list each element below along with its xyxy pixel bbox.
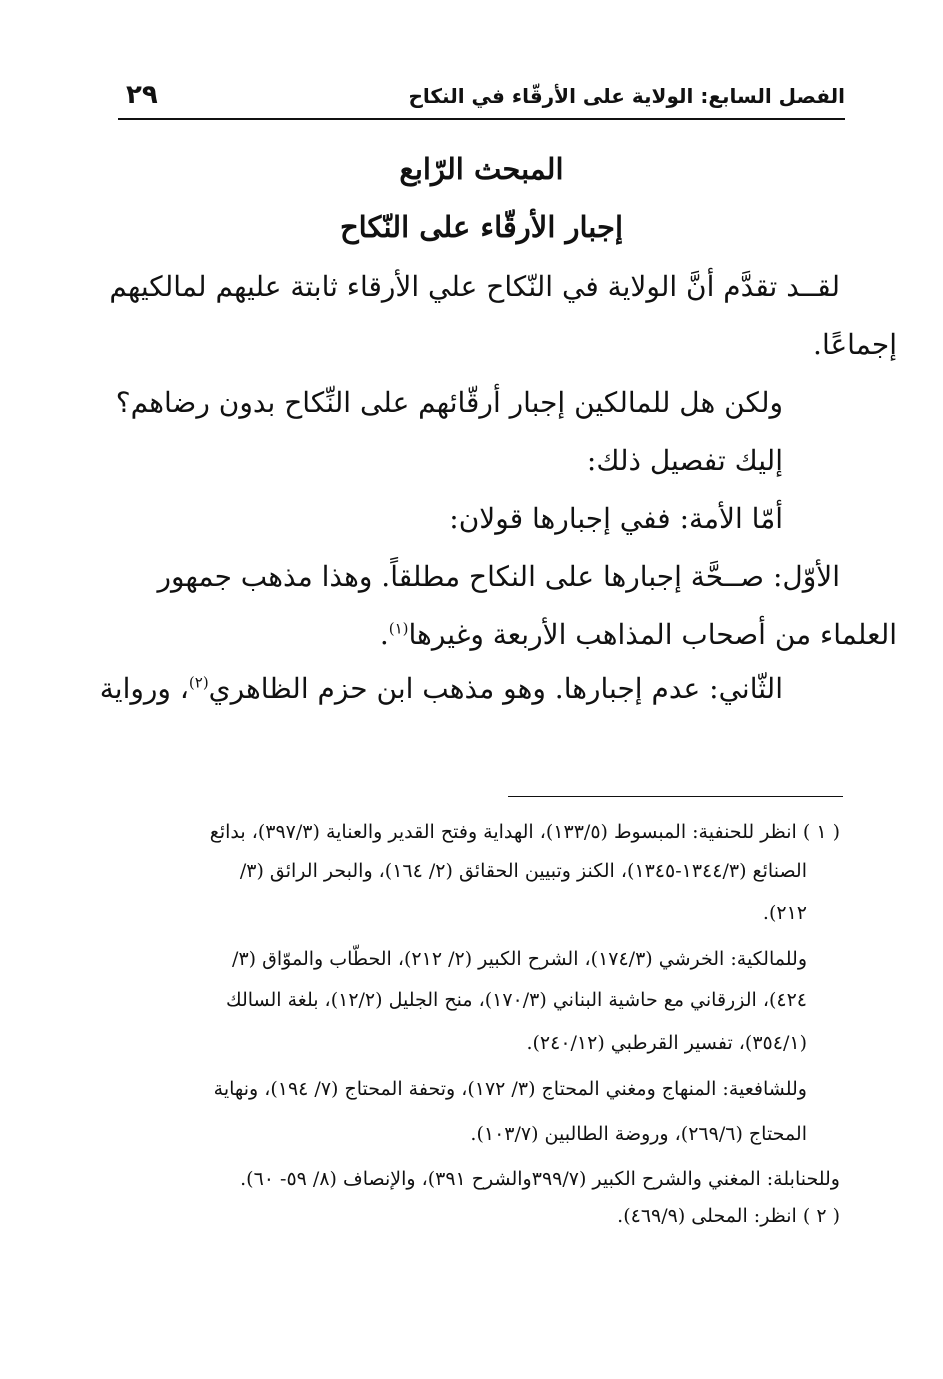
- footnote-1-line-4: وللمالكية: الخرشي (١٧٤/٣)، الشرح الكبير (٢/ ٢١٢)، الحطّاب والموّاق (٣/: [232, 948, 807, 970]
- section-subheading: إجبار الأرقّاء على النّكاح: [339, 210, 624, 244]
- paragraph-5-line-2: [128, 606, 897, 664]
- footnote-1-line-3: ٢١٢).: [762, 902, 807, 924]
- paragraph-1-line-1: لقــد تقدَّم أنَّ الولاية في النّكاح علي الأرقاء ثابتة عليهم لمالكيهم: [109, 270, 840, 303]
- paragraph-6-end: ، ورواية: [99, 672, 189, 705]
- footnote-1-line-8: المحتاج (٢٦٩/٦)، وروضة الطالبين (١٠٣/٧).: [470, 1123, 807, 1145]
- paragraph-1-line-2: إجماعًا.: [813, 328, 897, 361]
- footnote-ref-2[interactable]: (٢): [188, 673, 209, 692]
- footnote-2: ( ٢ ) انظر: المحلى (٤٦٩/٩).: [617, 1205, 840, 1227]
- footnote-1-line-5: ٤٢٤)، الزرقاني مع حاشية البناني (١٧٠/٣)، منح الجليل (١٢/٢)، بلغة السالك: [225, 989, 807, 1011]
- paragraph-1: [109, 258, 897, 374]
- footnote-1-line-7: وللشافعية: المنهاج ومغني المحتاج (٣/ ١٧٢)، وتحفة المحتاج (٧/ ١٩٤)، ونهاية: [213, 1078, 807, 1100]
- running-header: [118, 80, 845, 120]
- footnote-1-line-2: الصنائع (١٣٤٤/٣-١٣٤٥)، الكنز وتبيين الحقائق (٢/ ١٦٤)، والبحر الرائق (٣/: [239, 860, 807, 882]
- paragraph-6-text: الثّاني: عدم إجبارها. وهو مذهب ابن حزم الظاهري: [208, 672, 783, 705]
- footnote-1-line-1: ( ١ ) انظر للحنفية: المبسوط (١٣٣/٥)، الهداية وفتح القدير والعناية (٣٩٧/٣)، بدائع: [209, 821, 840, 843]
- footnote-1-line-9: وللحنابلة: المغني والشرح الكبير (٣٩٩/٧والشرح ٣٩١)، والإنصاف (٨/ ٥٩- ٦٠).: [240, 1168, 840, 1190]
- paragraph-4: أمّا الأمة: ففي إجبارها قولان:: [449, 502, 783, 535]
- footnote-1-line-6: (٣٥٤/١)، تفسير القرطبي (٢٤٠/١٢).: [526, 1032, 807, 1054]
- paragraph-5-line-1: الأوّل: صــحَّة إجبارها على النكاح مطلقاً. وهذا مذهب جمهور: [157, 560, 840, 593]
- paragraph-3: إليك تفصيل ذلك:: [586, 444, 783, 477]
- chapter-title: الفصل السابع: الولاية على الأرقّاء في النكاح: [408, 84, 845, 108]
- page-number: ٢٩: [126, 80, 158, 110]
- section-heading: المبحث الرّابع: [399, 152, 564, 186]
- paragraph-5-end: .: [379, 618, 389, 651]
- paragraph-5: [128, 548, 897, 664]
- paragraph-5-line-2-text: العلماء من أصحاب المذاهب الأربعة وغيرها: [408, 618, 897, 651]
- paragraph-2: ولكن هل للمالكين إجبار أرقّائهم على النِّكاح بدون رضاهم؟: [115, 386, 783, 419]
- footnote-ref-1[interactable]: (١): [388, 619, 409, 638]
- paragraph-6: [83, 660, 783, 718]
- footnote-separator: [508, 796, 843, 797]
